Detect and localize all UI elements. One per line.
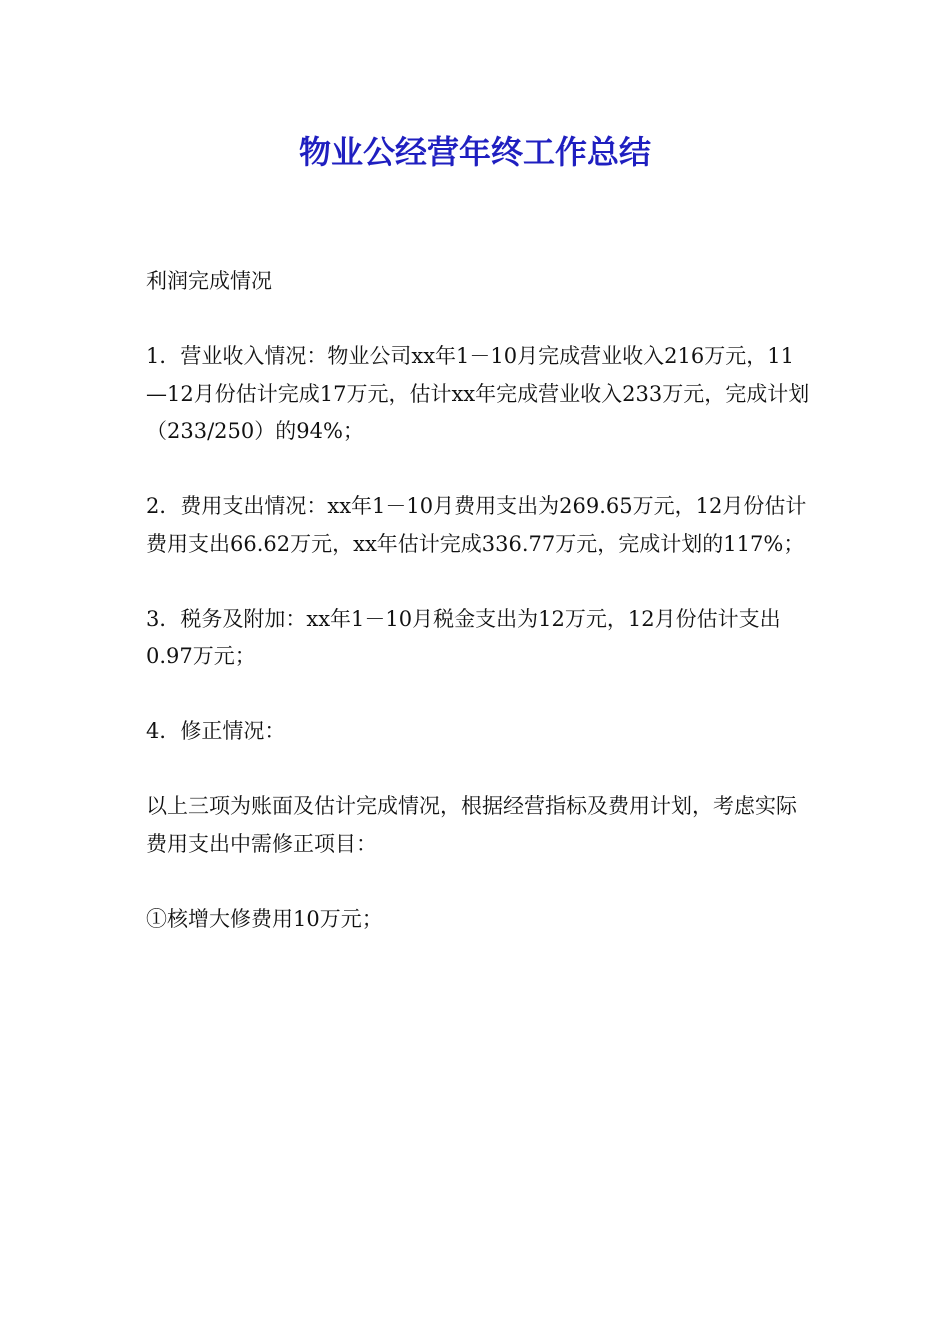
document-title: 物业公经营年终工作总结 [298,133,651,171]
paragraph-revenue: 1．营业收入情况：物业公司xx年1－10月完成营业收入216万元，11—12月份估计完成17万元，估计xx年完成营业收入233万元，完成计划（233/250）的94%； [146,344,810,443]
paragraph-expenses: 2．费用支出情况：xx年1－10月费用支出为269.65万元，12月份估计费用支出66.62万元，xx年估计完成336.77万元，完成计划的117%； [146,494,807,556]
paragraph-corrections-heading: 4．修正情况： [146,719,286,743]
paragraph-corrections-intro: 以上三项为账面及估计完成情况，根据经营指标及费用计划，考虑实际费用支出中需修正项目： [146,794,797,856]
document-body [146,263,811,976]
section-heading-profit: 利润完成情况 [146,269,272,293]
paragraph-correction-item-1: ①核增大修费用10万元； [146,906,383,931]
paragraph-taxes: 3．税务及附加：xx年1－10月税金支出为12万元，12月份估计支出0.97万元； [146,606,781,668]
